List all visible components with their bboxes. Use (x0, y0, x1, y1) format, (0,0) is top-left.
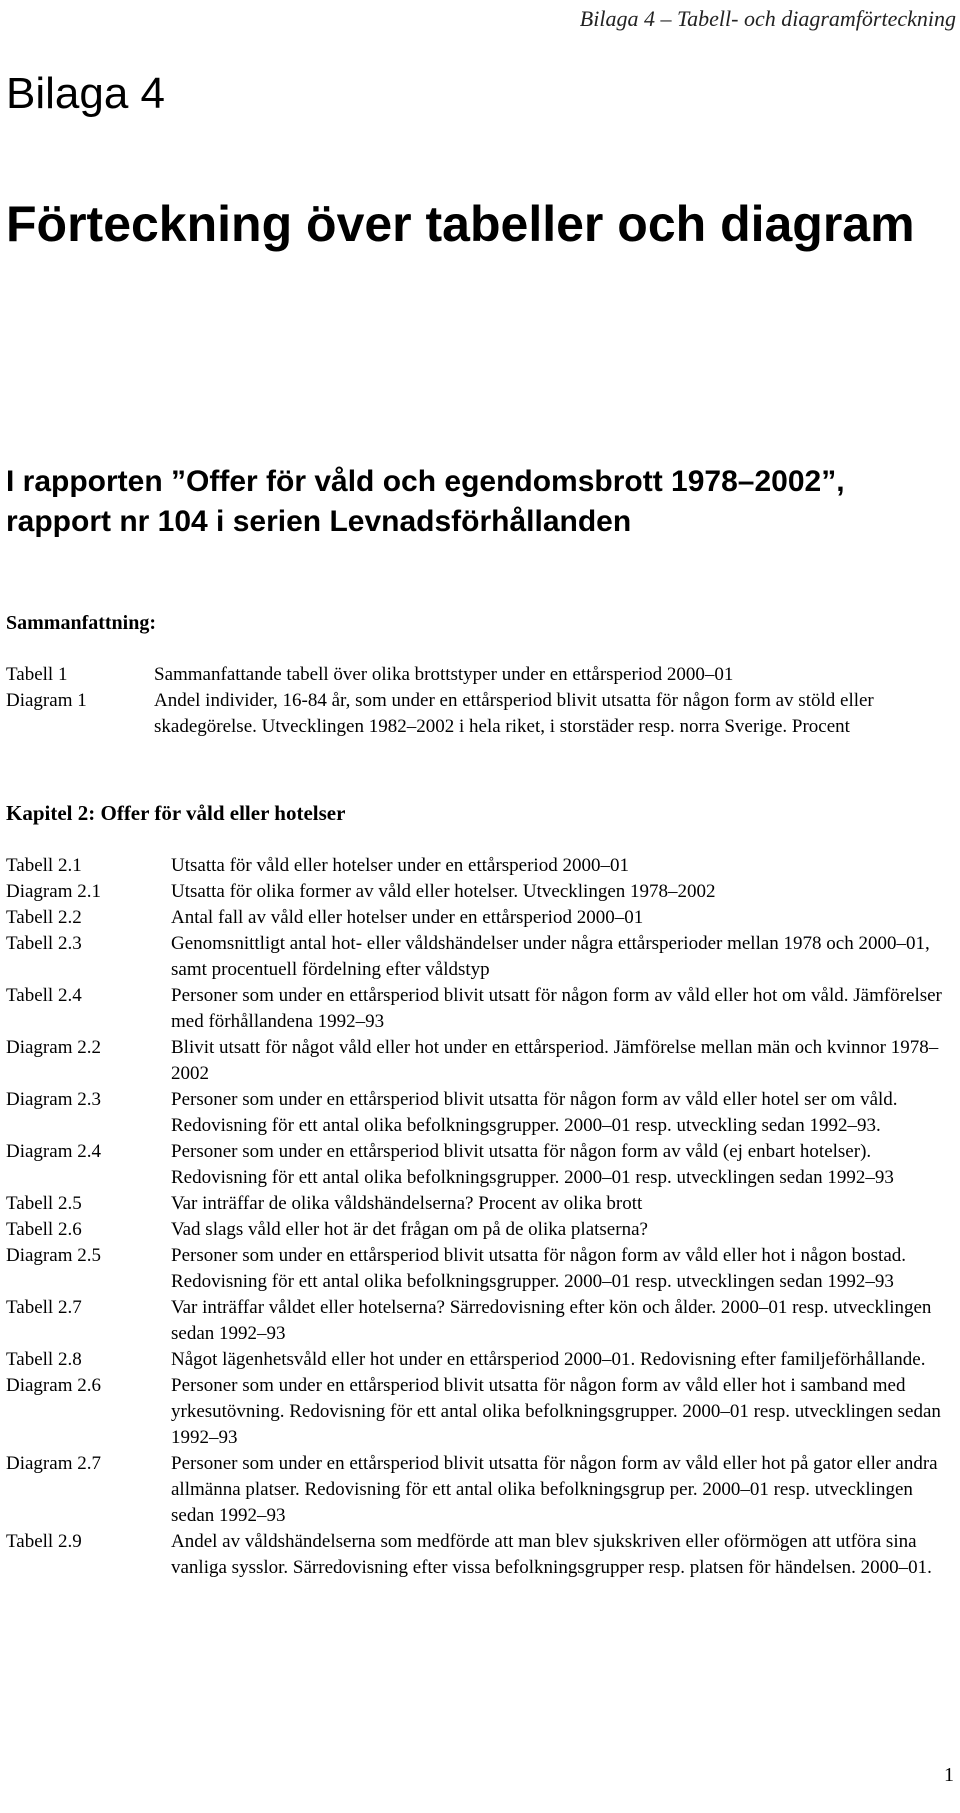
section-heading-kapitel-2: Kapitel 2: Offer för våld eller hotelser (6, 801, 346, 825)
entry-label: Tabell 2.7 (6, 1297, 82, 1318)
list-item (6, 1087, 950, 1139)
entry-label: Diagram 2.2 (6, 1037, 101, 1058)
report-subtitle: I rapporten ”Offer för våld och egendomsbrott 1978–2002”, rapport nr 104 i serien Levnadsförhållanden (6, 465, 845, 538)
entry-description: Personer som under en ettårsperiod blivit utsatta för någon form av våld eller hot i samband med yrkesutövning. Redovisning för ett antal olika befolkningsgrupper. 2000–01 resp. utvecklingen sedan 1992–93 (171, 1375, 941, 1448)
entry-description: Personer som under en ettårsperiod blivit utsatta för någon form av våld eller hot på gator eller andra allmänna platser. Redovisning för ett antal olika befolkningsgrup per. 2000–01 resp. utvecklingen sedan 1992–93 (171, 1453, 938, 1526)
list-item (6, 1373, 950, 1451)
entry-description: Blivit utsatt för något våld eller hot under en ettårsperiod. Jämförelse mellan män och kvinnor 1978–2002 (171, 1037, 939, 1084)
entry-description: Sammanfattande tabell över olika brottstyper under en ettårsperiod 2000–01 (154, 664, 734, 685)
entry-description: Personer som under en ettårsperiod blivit utsatta för någon form av våld eller hotel ser om våld. Redovisning för ett antal olika befolkningsgrupper. 2000–01 resp. utveckling sedan 1992–93. (171, 1089, 898, 1136)
section-heading-sammanfattning: Sammanfattning: (6, 612, 157, 634)
list-item (6, 1243, 950, 1295)
entry-description: Var inträffar de olika våldshändelserna? Procent av olika brott (171, 1193, 643, 1214)
entry-label: Tabell 2.2 (6, 907, 82, 928)
list-item (6, 1529, 950, 1581)
list-item (6, 688, 950, 740)
entry-label: Tabell 2.8 (6, 1349, 82, 1370)
entry-description: Personer som under en ettårsperiod blivit utsatt för någon form av våld eller hot om våld. Jämförelser med förhållandena 1992–93 (171, 985, 942, 1032)
entry-description: Antal fall av våld eller hotelser under en ettårsperiod 2000–01 (171, 907, 644, 928)
entry-description: Utsatta för olika former av våld eller hotelser. Utvecklingen 1978–2002 (171, 881, 716, 902)
entry-description: Vad slags våld eller hot är det frågan om på de olika platserna? (171, 1219, 648, 1240)
entry-description: Utsatta för våld eller hotelser under en ettårsperiod 2000–01 (171, 855, 629, 876)
entry-description: Genomsnittligt antal hot- eller våldshändelser under några ettårsperioder mellan 1978 och 2000–01, samt procentuell fördelning efter våldstyp (171, 933, 930, 980)
page-title: Förteckning över tabeller och diagram (6, 196, 915, 252)
entry-label: Diagram 2.4 (6, 1141, 101, 1162)
entry-label: Tabell 2.4 (6, 985, 82, 1006)
entry-description: Något lägenhetsvåld eller hot under en ettårsperiod 2000–01. Redovisning efter familjeförhållande. (171, 1349, 926, 1370)
list-item (6, 879, 950, 905)
list-item (6, 1191, 950, 1217)
list-item (6, 931, 950, 983)
entry-label: Diagram 2.3 (6, 1089, 101, 1110)
list-item (6, 1217, 950, 1243)
page-number: 1 (944, 1764, 954, 1786)
entry-label: Diagram 2.7 (6, 1453, 101, 1474)
entry-label: Tabell 1 (6, 664, 68, 685)
entry-description: Andel individer, 16-84 år, som under en ettårsperiod blivit utsatta för någon form av stöld eller skadegörelse. Utvecklingen 1982–2002 i hela riket, i storstäder resp. norra Sverige. Procent (154, 690, 874, 737)
list-item (6, 1347, 950, 1373)
entry-description: Personer som under en ettårsperiod blivit utsatta för någon form av våld (ej enbart hotelser). Redovisning för ett antal olika befolkningsgrupper. 2000–01 resp. utvecklingen sedan 1992–93 (171, 1141, 894, 1188)
list-item (6, 983, 950, 1035)
sammanfattning-list (6, 662, 950, 740)
appendix-title: Bilaga 4 (6, 69, 166, 118)
entry-label: Tabell 2.9 (6, 1531, 82, 1552)
entry-label: Diagram 2.5 (6, 1245, 101, 1266)
entry-label: Diagram 1 (6, 690, 87, 711)
entry-label: Tabell 2.3 (6, 933, 82, 954)
list-item (6, 853, 950, 879)
entry-description: Andel av våldshändelserna som medförde att man blev sjukskriven eller oförmögen att utföra sina vanliga sysslor. Särredovisning efter vissa befolkningsgrupper resp. platsen för händelsen. 2000–01. (171, 1531, 932, 1578)
list-item (6, 1139, 950, 1191)
entry-description: Var inträffar våldet eller hotelserna? Särredovisning efter kön och ålder. 2000–01 resp. utvecklingen sedan 1992–93 (171, 1297, 932, 1344)
kapitel-2-list (6, 853, 950, 1581)
entry-label: Tabell 2.1 (6, 855, 82, 876)
entry-label: Tabell 2.5 (6, 1193, 82, 1214)
running-header: Bilaga 4 – Tabell- och diagramförteckning (579, 6, 956, 31)
list-item (6, 905, 950, 931)
entry-description: Personer som under en ettårsperiod blivit utsatta för någon form av våld eller hot i någon bostad. Redovisning för ett antal olika befolkningsgrupper. 2000–01 resp. utvecklingen sedan 1992–93 (171, 1245, 907, 1292)
list-item (6, 1035, 950, 1087)
entry-label: Tabell 2.6 (6, 1219, 82, 1240)
list-item (6, 1451, 950, 1529)
entry-label: Diagram 2.6 (6, 1375, 101, 1396)
list-item (6, 1295, 950, 1347)
list-item (6, 662, 950, 688)
entry-label: Diagram 2.1 (6, 881, 101, 902)
